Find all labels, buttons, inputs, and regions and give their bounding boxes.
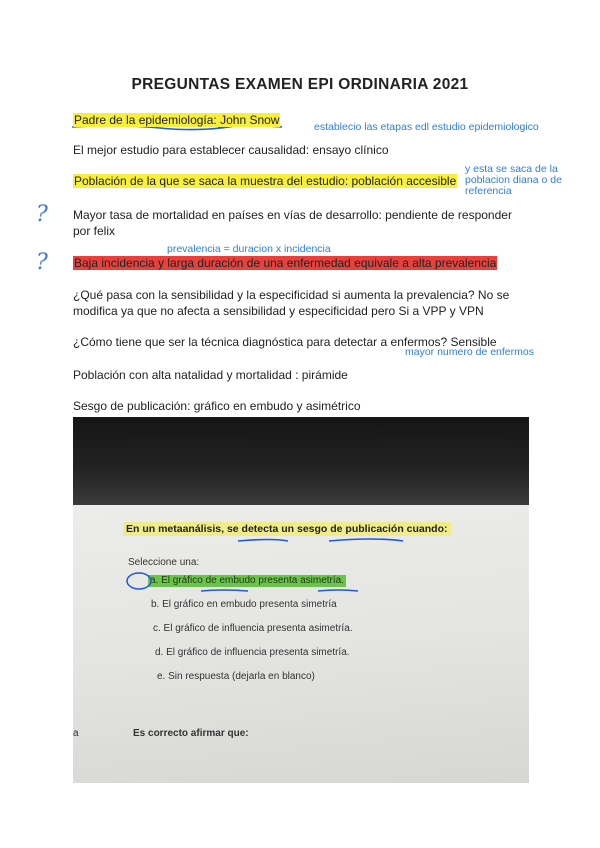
- question-mark-2: ?: [36, 250, 48, 275]
- fact-prevalence: Baja incidencia y larga duración de una enfermedad equivale a alta prevalencia: [74, 256, 497, 270]
- photo-prompt: Seleccione una:: [128, 557, 200, 568]
- photo-edge-letter: a: [73, 728, 79, 739]
- note-more-patients: mayor numero de enfermos: [405, 346, 534, 358]
- photo-option-d: d. El gráfico de influencia presenta simetría.: [155, 647, 350, 658]
- photo-option-c: c. El gráfico de influencia presenta asimetría.: [153, 623, 353, 634]
- fact-causality: El mejor estudio para establecer causalidad: ensayo clínico: [73, 143, 389, 157]
- fact-mortality-2: por felix: [73, 224, 116, 238]
- photo-ink-marks: [73, 417, 529, 783]
- fact-accessible-population: Población de la que se saca la muestra del estudio: población accesible: [74, 174, 457, 188]
- note-prevalence-formula: prevalencia = duracion x incidencia: [167, 243, 331, 255]
- photo-question: En un metaanálisis, se detecta un sesgo de publicación cuando:: [123, 522, 451, 536]
- fact-mortality-1: Mayor tasa de mortalidad en países en vías de desarrollo: pendiente de responder: [73, 208, 512, 222]
- fact-sensitivity-2: modifica ya que no afecta a sensibilidad y especificidad pero Si a VPP y VPN: [73, 304, 484, 318]
- exam-screen-photo: [73, 417, 529, 783]
- fact-father-epidemiology: Padre de la epidemiología: John Snow: [74, 113, 280, 127]
- photo-option-b: b. El gráfico en embudo presenta simetría: [151, 599, 337, 610]
- note-stages: establecio las etapas edl estudio epidemiologico: [314, 121, 539, 133]
- page-title: PREGUNTAS EXAMEN EPI ORDINARIA 2021: [131, 76, 469, 93]
- fact-sensitivity-1: ¿Qué pasa con la sensibilidad y la especificidad si aumenta la prevalencia? No se: [73, 288, 510, 302]
- note-target-population-3: referencia: [465, 185, 512, 197]
- note-target-population-1: y esta se saca de la: [465, 163, 558, 175]
- question-mark-1: ?: [36, 202, 48, 227]
- photo-option-e: e. Sin respuesta (dejarla en blanco): [157, 671, 315, 682]
- photo-option-a: a. El gráfico de embudo presenta asimetría.: [150, 575, 344, 586]
- note-target-population-2: poblacion diana o de: [465, 174, 562, 186]
- photo-next-question: Es correcto afirmar que:: [133, 728, 249, 739]
- fact-pyramid: Población con alta natalidad y mortalidad : pirámide: [73, 368, 348, 382]
- fact-publication-bias: Sesgo de publicación: gráfico en embudo y asimétrico: [73, 399, 361, 413]
- fact-diagnostic-technique: ¿Cómo tiene que ser la técnica diagnóstica para detectar a enfermos? Sensible: [73, 335, 497, 349]
